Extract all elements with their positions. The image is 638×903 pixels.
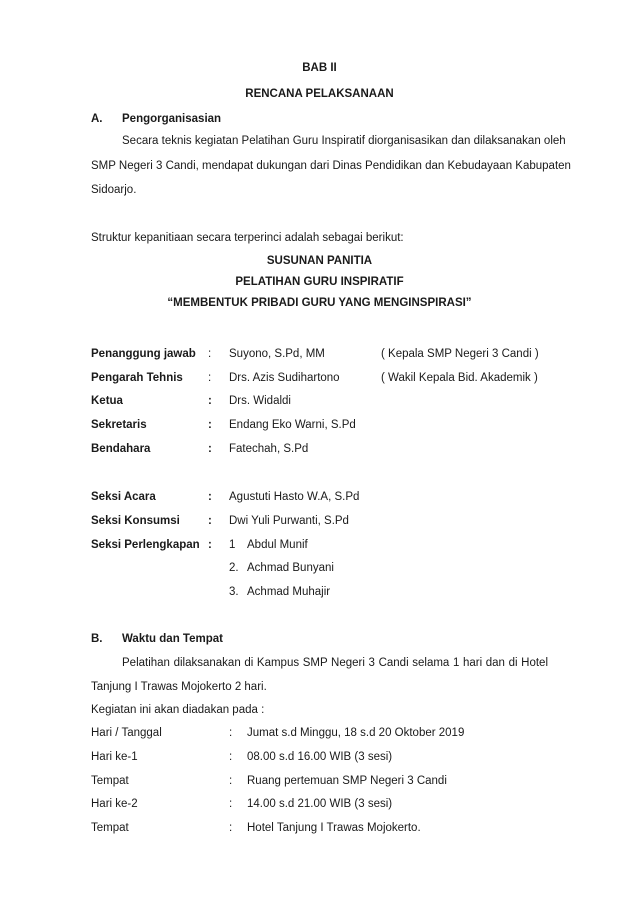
member-name: Endang Eko Warni, S.Pd (229, 419, 356, 431)
schedule-label: Tempat (91, 822, 129, 834)
colon: : (229, 822, 233, 834)
list-number: 3. (229, 586, 239, 598)
schedule-value: 08.00 s.d 16.00 WIB (3 sesi) (247, 751, 393, 763)
colon: : (208, 443, 212, 455)
schedule-intro: Kegiatan ini akan diadakan pada : (91, 704, 265, 716)
colon: : (208, 395, 212, 407)
schedule-value: 14.00 s.d 21.00 WIB (3 sesi) (247, 798, 393, 810)
schedule-label: Tempat (91, 775, 129, 787)
schedule-value: Jumat s.d Minggu, 18 s.d 20 Oktober 2019 (247, 727, 465, 739)
role-label: Ketua (91, 395, 123, 407)
colon: : (208, 539, 212, 551)
member-name: Agustuti Hasto W.A, S.Pd (229, 491, 360, 503)
section-a-paragraph-line-1: Secara teknis kegiatan Pelatihan Guru Inspiratif diorganisasikan dan dilaksanakan oleh (122, 135, 566, 147)
role-label: Sekretaris (91, 419, 147, 431)
member-name: Achmad Bunyani (247, 562, 334, 574)
training-theme: “MEMBENTUK PRIBADI GURU YANG MENGINSPIRASI” (167, 297, 472, 309)
section-a-paragraph-line-2: SMP Negeri 3 Candi, mendapat dukungan dari Dinas Pendidikan dan Kebudayaan Kabupaten (91, 160, 571, 172)
member-name: Drs. Widaldi (229, 395, 291, 407)
schedule-value: Ruang pertemuan SMP Negeri 3 Candi (247, 775, 447, 787)
section-b-paragraph-line-2: Tanjung I Trawas Mojokerto 2 hari. (91, 681, 267, 693)
colon: : (208, 515, 212, 527)
role-label: Bendahara (91, 443, 151, 455)
colon: : (208, 348, 212, 360)
role-label: Penanggung jawab (91, 348, 196, 360)
section-a-title: Pengorganisasian (122, 113, 222, 125)
chapter-title: RENCANA PELAKSANAAN (245, 88, 394, 100)
member-name: Achmad Muhajir (247, 586, 331, 598)
structure-intro: Struktur kepanitiaan secara terperinci adalah sebagai berikut: (91, 232, 404, 244)
section-a-letter: A. (91, 113, 103, 125)
colon: : (208, 419, 212, 431)
member-name: Suyono, S.Pd, MM (229, 348, 325, 360)
chapter-number: BAB II (302, 62, 337, 74)
member-position: ( Kepala SMP Negeri 3 Candi ) (381, 348, 539, 360)
member-position: ( Wakil Kepala Bid. Akademik ) (381, 372, 538, 384)
role-label: Seksi Perlengkapan (91, 539, 200, 551)
section-b-title: Waktu dan Tempat (122, 633, 223, 645)
committee-title: SUSUNAN PANITIA (266, 255, 373, 267)
role-label: Seksi Konsumsi (91, 515, 180, 527)
colon: : (229, 775, 233, 787)
member-name: Fatechah, S.Pd (229, 443, 309, 455)
colon: : (208, 491, 212, 503)
member-name: Abdul Munif (247, 539, 308, 551)
colon: : (229, 798, 233, 810)
member-name: Drs. Azis Sudihartono (229, 372, 340, 384)
schedule-value: Hotel Tanjung I Trawas Mojokerto. (247, 822, 421, 834)
section-b-paragraph-line-1: Pelatihan dilaksanakan di Kampus SMP Negeri 3 Candi selama 1 hari dan di Hotel (122, 657, 548, 669)
colon: : (208, 372, 212, 384)
schedule-label: Hari ke-2 (91, 798, 138, 810)
section-b-letter: B. (91, 633, 103, 645)
member-name: Dwi Yuli Purwanti, S.Pd (229, 515, 349, 527)
role-label: Seksi Acara (91, 491, 156, 503)
schedule-label: Hari ke-1 (91, 751, 138, 763)
schedule-label: Hari / Tanggal (91, 727, 162, 739)
colon: : (229, 751, 233, 763)
section-a-paragraph-line-3: Sidoarjo. (91, 184, 137, 196)
list-number: 1 (229, 539, 236, 551)
training-title: PELATIHAN GURU INSPIRATIF (235, 276, 404, 288)
role-label: Pengarah Tehnis (91, 372, 183, 384)
list-number: 2. (229, 562, 239, 574)
colon: : (229, 727, 233, 739)
